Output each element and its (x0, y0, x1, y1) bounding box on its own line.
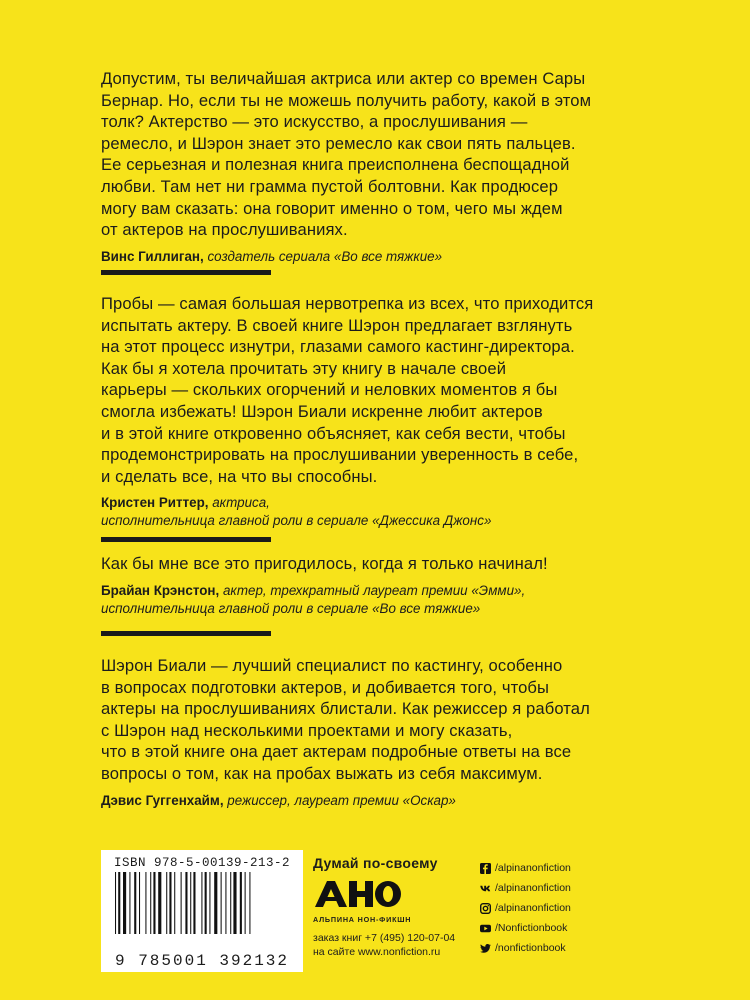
social-youtube[interactable] (480, 918, 571, 938)
social-label: /Nonfictionbook (495, 922, 568, 934)
divider (101, 631, 271, 636)
social-label: /alpinanonfiction (495, 902, 571, 914)
quote-block-1 (101, 68, 661, 266)
order-phone: заказ книг +7 (495) 120-07-04 (313, 932, 456, 944)
publisher-tagline: Думай по-своему (313, 855, 438, 871)
isbn-label: ISBN 978-5-00139-213-2 (113, 856, 291, 870)
barcode-bars (115, 872, 295, 952)
social-vk[interactable] (480, 878, 571, 898)
quote-attribution (101, 582, 661, 618)
social-label: /alpinanonfiction (495, 862, 571, 874)
quote-text: Пробы — самая большая нервотрепка из всех, что приходится испытать актеру. В своей книге Шэрон предлагает взглянуть на этот процесс изнутри, глазами самого кастинг-директора. Как бы я хотела прочитать эту книгу в начале своей карьеры — скольких огорчений и неловких моментов я бы смогла избежать! Шэрон Биали искренне любит актеров и в этой книге откровенно объясняет, как себя вести, чтобы продемонстрировать на прослушивании уверенность в себе, и сделать все, на что вы способны. (101, 294, 594, 486)
barcode (101, 850, 303, 972)
social-label: /alpinanonfiction (495, 882, 571, 894)
author-name: Дэвис Гуггенхайм, (101, 792, 224, 808)
social-twitter[interactable] (480, 938, 571, 958)
twitter-icon (480, 943, 491, 954)
divider (101, 537, 271, 542)
publisher-block (313, 855, 463, 959)
order-info (313, 931, 463, 959)
order-website[interactable]: на сайте www.nonfiction.ru (313, 946, 441, 958)
vk-icon (480, 883, 491, 894)
author-role: режиссер, лауреат премии «Оскар» (227, 792, 456, 808)
quote-block-4 (101, 655, 661, 810)
logo-subtitle: АЛЬПИНА НОН-ФИКШН (313, 915, 412, 924)
quote-text: Как бы мне все это пригодилось, когда я только начинал! (101, 554, 548, 573)
quote-text: Допустим, ты величайшая актриса или актер со времен Сары Бернар. Но, если ты не можешь получить работу, какой в этом толк? Актерство — это искусство, а прослушивания — ремесло, и Шэрон знает это ремесло как свои пять пальцев. Ее серьезная и полезная книга преисполнена беспощадной любви. Там нет ни грамма пустой болтовни. Как продюсер могу вам сказать: она говорит именно о том, чего мы ждем от актеров на прослушиваниях. (101, 69, 592, 240)
quote-attribution (101, 792, 661, 810)
author-role: актер, трехкратный лауреат премии «Эмми», исполнительница главной роли в сериале «Во все тяжкие» (101, 582, 526, 616)
divider (101, 270, 271, 275)
author-name: Винс Гиллиган, (101, 248, 204, 264)
logo-mark (313, 879, 403, 909)
quote-block-3 (101, 553, 661, 618)
quote-text: Шэрон Биали — лучший специалист по кастингу, особенно в вопросах подготовки актеров, и добивается того, чтобы актеры на прослушиваниях блистали. Как режиссер я работал с Шэрон над несколькими проектами и могу сказать, что в этой книге она дает актерам подробные ответы на все вопросы о том, как на пробах выжать из себя максимум. (101, 656, 590, 783)
author-name: Брайан Крэнстон, (101, 582, 220, 598)
author-name: Кристен Риттер, (101, 495, 209, 511)
facebook-icon (480, 863, 491, 874)
social-label: /nonfictionbook (495, 942, 566, 954)
quote-attribution (101, 494, 661, 530)
social-facebook[interactable] (480, 858, 571, 878)
social-links (480, 858, 571, 958)
instagram-icon (480, 903, 491, 914)
publisher-logo (313, 879, 463, 924)
author-role: актриса, исполнительница главной роли в сериале «Джессика Джонс» (101, 495, 492, 529)
social-instagram[interactable] (480, 898, 571, 918)
author-role: создатель сериала «Во все тяжкие» (207, 248, 443, 264)
barcode-number: 9 785001 392132 (114, 952, 290, 970)
quote-block-2 (101, 293, 661, 530)
youtube-icon (480, 923, 491, 934)
quote-attribution (101, 248, 661, 266)
